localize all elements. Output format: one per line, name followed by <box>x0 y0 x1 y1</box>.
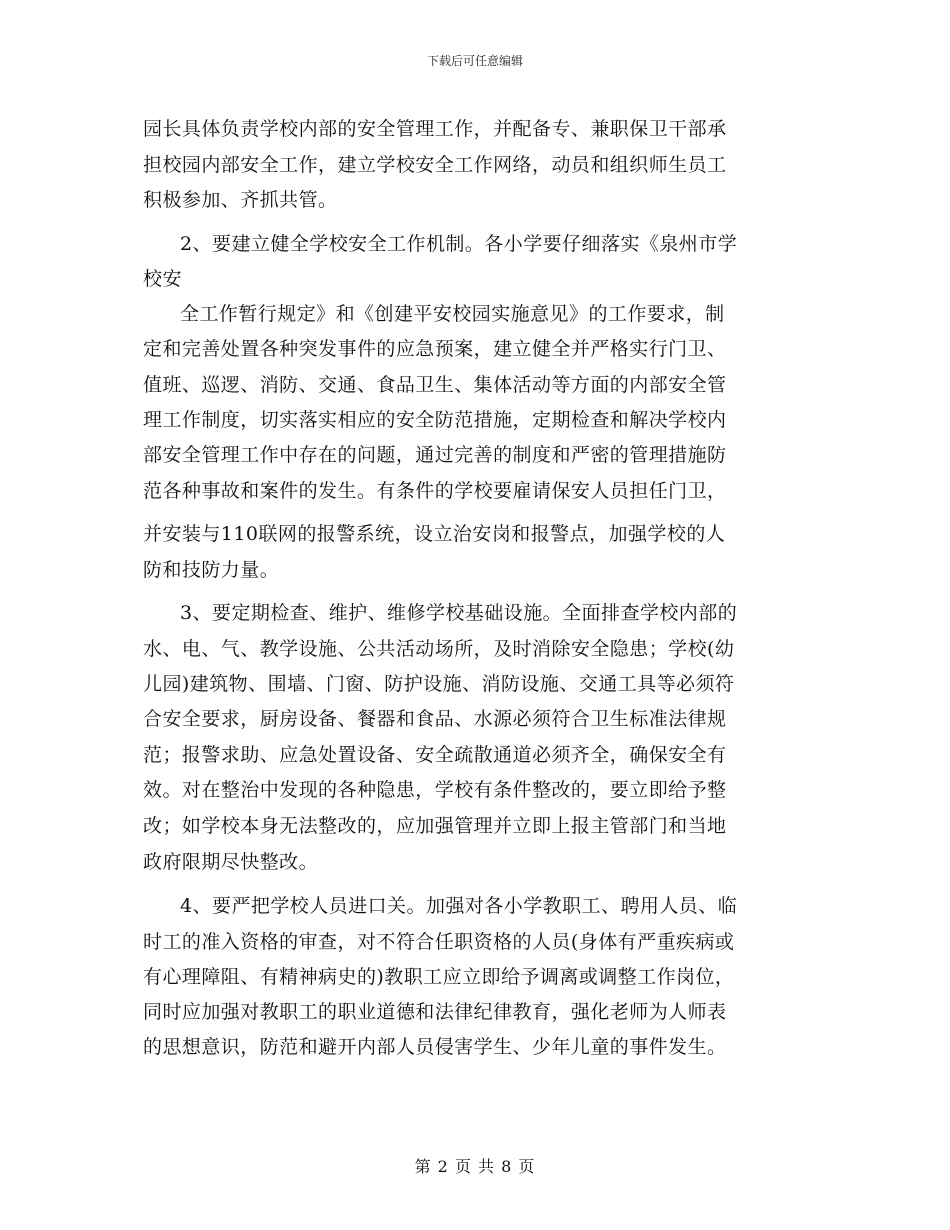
text-line: 政府限期尽快整改。 <box>143 851 319 873</box>
text-line: 全工作暂行规定》和《创建平安校园实施意见》的工作要求，制 <box>180 303 725 325</box>
text-line: 部安全管理工作中存在的问题，通过完善的制度和严密的管理措施防 <box>143 444 727 466</box>
text-line: 同时应加强对教职工的职业道德和法律纪律教育，强化老师为人师表 <box>143 1001 727 1023</box>
paragraph-4-start: 4、要严把学校人员进口关。加强对各小学教职工、聘用人员、临 <box>180 895 738 917</box>
text-line: 范各种事故和案件的发生。有条件的学校要雇请保安人员担任门卫， <box>143 480 727 502</box>
text-line: 儿园)建筑物、围墙、门窗、防护设施、消防设施、交通工具等必须符 <box>143 673 735 695</box>
text-line: 定和完善处置各种突发事件的应急预案，建立健全并严格实行门卫、 <box>143 338 727 360</box>
text-line: 改；如学校本身无法整改的，应加强管理并立即上报主管部门和当地 <box>143 815 727 837</box>
page-number: 第 2 页 共 8 页 <box>414 1157 536 1176</box>
text-line: 校安 <box>143 268 182 290</box>
text-line: 的思想意识，防范和避开内部人员侵害学生、少年儿童的事件发生。 <box>143 1036 727 1058</box>
page-header-note: 下载后可任意编辑 <box>426 54 523 68</box>
text-line: 合安全要求，厨房设备、餐器和食品、水源必须符合卫生标准法律规 <box>143 708 727 730</box>
text-line: 理工作制度，切实落实相应的安全防范措施，定期检查和解决学校内 <box>143 409 727 431</box>
text-line: 并安装与110联网的报警系统，设立治安岗和报警点，加强学校的人 <box>143 523 726 545</box>
text-line: 防和技防力量。 <box>143 559 280 581</box>
text-line: 园长具体负责学校内部的安全管理工作，并配备专、兼职保卫干部承 <box>143 118 727 140</box>
text-line: 担校园内部安全工作，建立学校安全工作网络，动员和组织师生员工 <box>143 154 727 176</box>
text-line: 效。对在整治中发现的各种隐患，学校有条件整改的，要立即给予整 <box>143 779 727 801</box>
text-line: 时工的准入资格的审查，对不符合任职资格的人员(身体有严重疾病或 <box>143 931 735 953</box>
text-line: 水、电、气、教学设施、公共活动场所，及时消除安全隐患；学校(幼 <box>143 638 735 660</box>
text-line: 积极参加、齐抓共管。 <box>143 189 338 211</box>
paragraph-3-start: 3、要定期检查、维护、维修学校基础设施。全面排查学校内部的 <box>180 602 738 624</box>
text-line: 有心理障阻、有精神病史的)教职工应立即给予调离或调整工作岗位， <box>143 966 735 988</box>
text-line: 范；报警求助、应急处置设备、安全疏散通道必须齐全，确保安全有 <box>143 744 727 766</box>
paragraph-2-start: 2、要建立健全学校安全工作机制。各小学要仔细落实《泉州市学 <box>180 233 738 255</box>
text-line: 值班、巡逻、消防、交通、食品卫生、集体活动等方面的内部安全管 <box>143 374 727 396</box>
